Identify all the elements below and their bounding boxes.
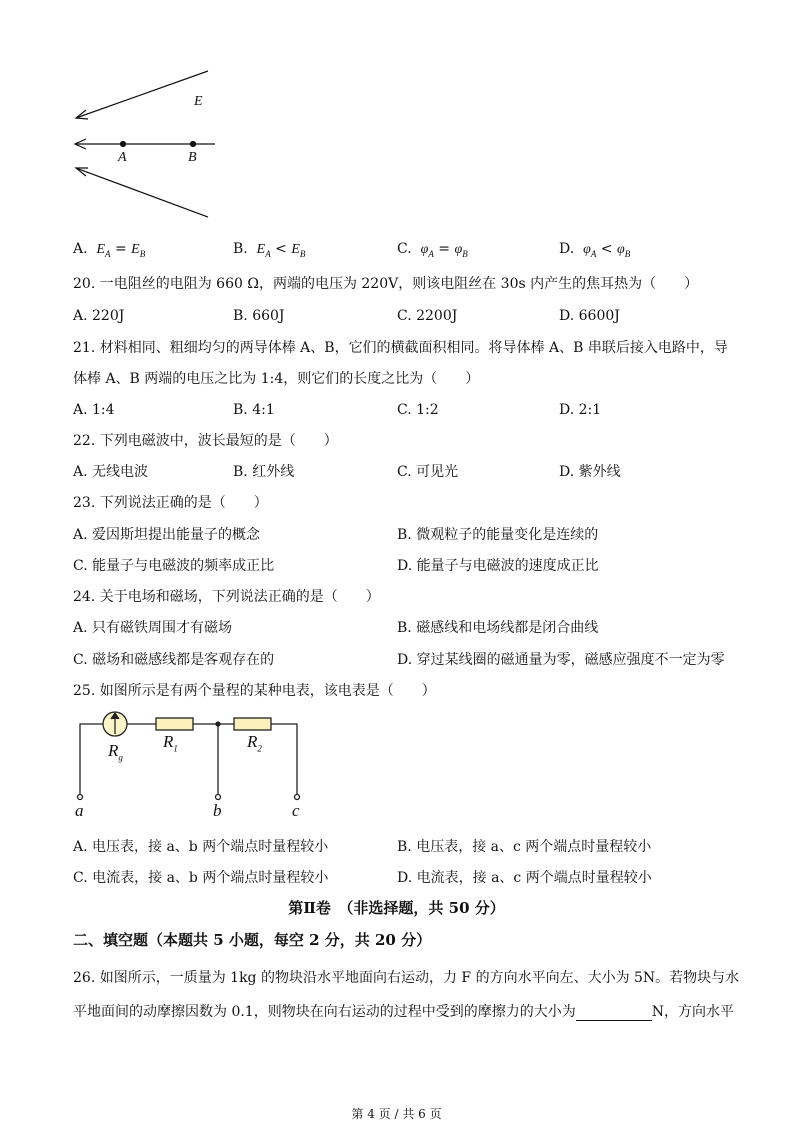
q20-option-b[interactable]: B. 660J xyxy=(233,308,285,324)
var: R xyxy=(247,732,258,751)
label-rg xyxy=(108,742,123,766)
q26-text: N，方向水平 xyxy=(651,1004,734,1020)
q23-option-b[interactable]: B. 微观粒子的能量变化是连续的 xyxy=(397,527,599,543)
q24-option-c[interactable]: C. 磁场和磁感线都是客观存在的 xyxy=(73,652,275,668)
terminal-c: c xyxy=(292,801,300,820)
q22-text: 22. 下列电磁波中，波长最短的是（ ） xyxy=(73,433,338,449)
q23-text: 23. 下列说法正确的是（ ） xyxy=(73,495,268,511)
sub: B xyxy=(462,248,468,259)
terminal-b: b xyxy=(213,801,222,820)
option-key: A. xyxy=(73,241,88,257)
q21-text-line1: 21. 材料相同、粗细均匀的两导体棒 A、B，它们的横截面积相同。将导体棒 A、B 串联后接入电路中，导 xyxy=(73,340,728,356)
var: φ xyxy=(420,242,429,257)
q19-option-c[interactable] xyxy=(397,240,468,263)
q21-option-c[interactable]: C. 1:2 xyxy=(397,402,439,418)
q23-option-a[interactable]: A. 爱因斯坦提出能量子的概念 xyxy=(73,527,261,543)
sub: A xyxy=(590,248,597,259)
q25-option-b[interactable]: B. 电压表，接 a、c 两个端点时量程较小 xyxy=(397,839,652,855)
label-e: E xyxy=(194,94,203,109)
q26-text-line1: 26. 如图所示，一质量为 1kg 的物块沿水平地面向右运动，力 F 的方向水平向左、大小为 5N。若物块与水 xyxy=(73,970,740,986)
q20-text: 20. 一电阻丝的电阻为 660 Ω，两端的电压为 220V，则该电阻丝在 30s 内产生的焦耳热为（ ） xyxy=(73,276,699,292)
option-key: D. xyxy=(559,241,575,257)
sub: A xyxy=(105,248,111,259)
q22-option-b[interactable]: B. 红外线 xyxy=(233,464,295,480)
label-a: A xyxy=(118,150,127,165)
q19-option-d[interactable] xyxy=(559,240,630,263)
sub: B xyxy=(624,248,631,259)
label-r2 xyxy=(247,733,262,757)
page-footer: 第 4 页 / 共 6 页 xyxy=(351,1107,442,1121)
sub: B xyxy=(299,248,306,259)
q26-text-line2 xyxy=(73,1003,734,1021)
terminal-a: a xyxy=(75,801,84,820)
answer-blank[interactable] xyxy=(576,1006,652,1021)
q21-option-b[interactable]: B. 4:1 xyxy=(233,402,275,418)
q20-option-a[interactable]: A. 220J xyxy=(73,308,125,324)
op: = xyxy=(433,241,455,257)
q23-option-d[interactable]: D. 能量子与电磁波的速度成正比 xyxy=(397,558,599,574)
q19-option-a[interactable] xyxy=(73,240,145,263)
sub: 1 xyxy=(173,743,178,754)
q19-option-b[interactable] xyxy=(233,240,305,263)
op: < xyxy=(596,241,617,257)
sub: A xyxy=(265,248,271,259)
q24-text: 24. 关于电场和磁场，下列说法正确的是（ ） xyxy=(73,589,380,605)
op: = xyxy=(110,241,132,257)
op: < xyxy=(270,241,292,257)
var: E xyxy=(131,242,140,257)
q23-option-c[interactable]: C. 能量子与电磁波的频率成正比 xyxy=(73,558,275,574)
section-title: 第Ⅱ卷 （非选择题，共 50 分） xyxy=(288,899,505,917)
q21-option-d[interactable]: D. 2:1 xyxy=(559,402,602,418)
sub: A xyxy=(428,248,434,259)
q24-option-a[interactable]: A. 只有磁铁周围才有磁场 xyxy=(73,620,233,636)
q26-text: 平地面间的动摩擦因数为 0.1，则物块在向右运动的过程中受到的摩擦力的大小为 xyxy=(73,1004,576,1020)
q21-text-line2: 体棒 A、B 两端的电压之比为 1:4，则它们的长度之比为（ ） xyxy=(73,371,480,387)
q25-option-c[interactable]: C. 电流表，接 a、b 两个端点时量程较小 xyxy=(73,870,329,886)
sub: g xyxy=(118,752,123,763)
q25-option-d[interactable]: D. 电流表，接 a、c 两个端点时量程较小 xyxy=(397,870,652,886)
q22-option-a[interactable]: A. 无线电波 xyxy=(73,464,149,480)
var: φ xyxy=(454,242,463,257)
q20-option-d[interactable]: D. 6600J xyxy=(559,308,620,324)
q25-text: 25. 如图所示是有两个量程的某种电表，该电表是（ ） xyxy=(73,683,436,699)
option-key: C. xyxy=(397,241,412,257)
part-heading: 二、填空题（本题共 5 小题，每空 2 分，共 20 分） xyxy=(73,931,432,949)
q20-option-c[interactable]: C. 2200J xyxy=(397,308,458,324)
var: φ xyxy=(616,242,625,257)
q24-option-b[interactable]: B. 磁感线和电场线都是闭合曲线 xyxy=(397,620,599,636)
q21-option-a[interactable]: A. 1:4 xyxy=(73,402,115,418)
var: E xyxy=(96,242,106,257)
var: R xyxy=(163,732,174,751)
label-r1 xyxy=(163,733,178,757)
var: R xyxy=(108,741,119,760)
label-b: B xyxy=(188,150,197,165)
option-key: B. xyxy=(233,241,248,257)
var: E xyxy=(291,242,300,257)
q22-option-d[interactable]: D. 紫外线 xyxy=(559,464,621,480)
var: φ xyxy=(583,242,591,257)
q22-option-c[interactable]: C. 可见光 xyxy=(397,464,459,480)
sub: 2 xyxy=(257,743,262,754)
var: E xyxy=(256,242,266,257)
q24-option-d[interactable]: D. 穿过某线圈的磁通量为零，磁感应强度不一定为零 xyxy=(397,652,725,668)
q25-option-a[interactable]: A. 电压表，接 a、b 两个端点时量程较小 xyxy=(73,839,329,855)
sub: B xyxy=(139,248,146,259)
